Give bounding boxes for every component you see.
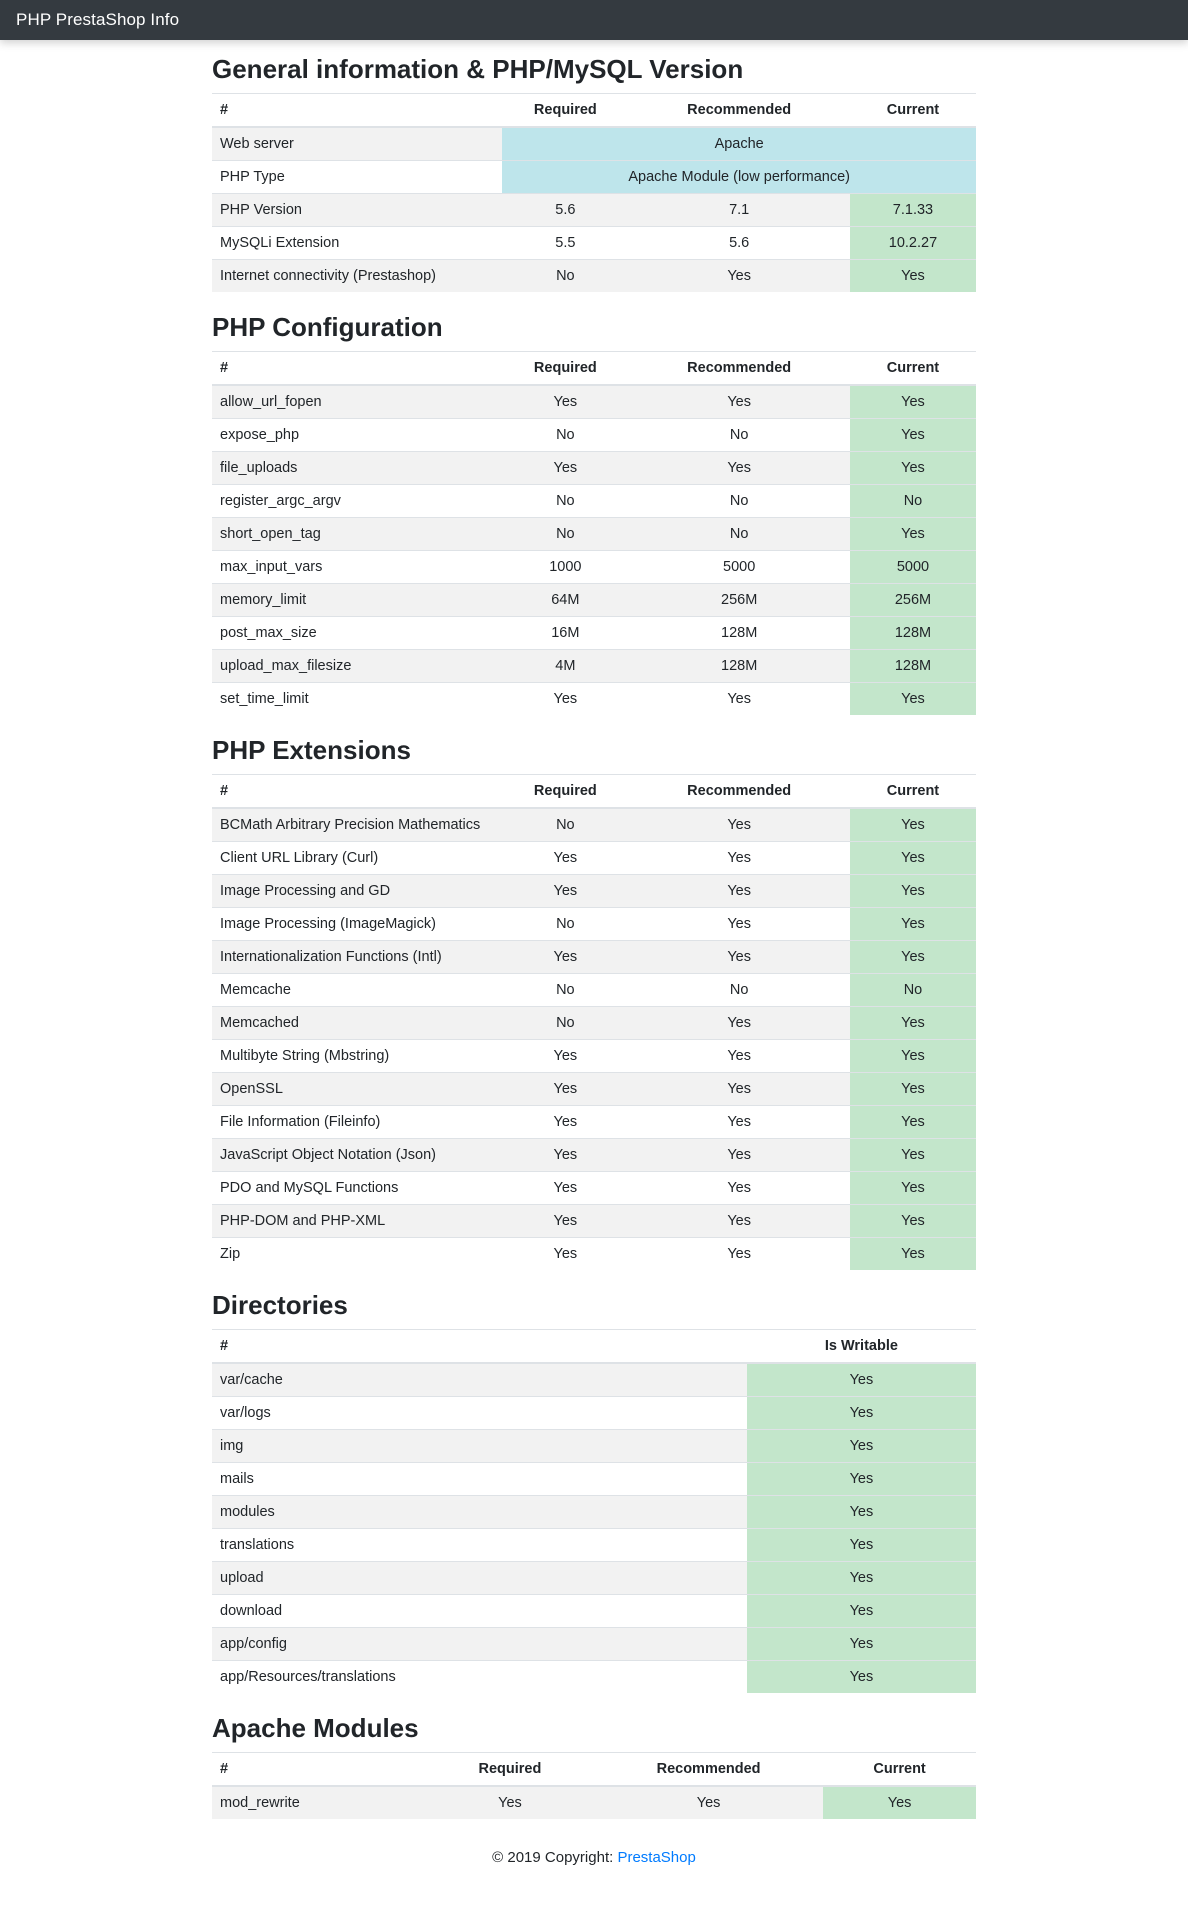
row-label: BCMath Arbitrary Precision Mathematics — [212, 808, 502, 842]
row-label: img — [212, 1430, 747, 1463]
required-cell: No — [502, 908, 628, 941]
required-cell: No — [502, 260, 628, 293]
required-cell: Yes — [502, 1106, 628, 1139]
table-row — [212, 551, 976, 584]
required-cell: Yes — [502, 1205, 628, 1238]
row-label: set_time_limit — [212, 683, 502, 716]
table-row — [212, 974, 976, 1007]
column-header-recommended: Recommended — [628, 352, 850, 386]
merged-value-cell: Apache — [502, 127, 976, 161]
table-row — [212, 1205, 976, 1238]
column-header-: # — [212, 352, 502, 386]
column-header-recommended: Recommended — [594, 1753, 823, 1787]
current-cell: Yes — [850, 683, 976, 716]
row-label: max_input_vars — [212, 551, 502, 584]
recommended-cell: No — [628, 974, 850, 1007]
table-row — [212, 842, 976, 875]
table-row — [212, 584, 976, 617]
copyright-text: © 2019 Copyright: — [492, 1849, 618, 1866]
column-header-is-writable: Is Writable — [747, 1330, 976, 1364]
column-header-: # — [212, 94, 502, 128]
prestashop-link[interactable]: PrestaShop — [617, 1849, 696, 1866]
current-cell: No — [850, 974, 976, 1007]
writable-cell: Yes — [747, 1363, 976, 1397]
table-row — [212, 260, 976, 293]
section-title: General information & PHP/MySQL Version — [212, 54, 744, 84]
row-label: post_max_size — [212, 617, 502, 650]
section-apache-modules — [212, 1713, 976, 1819]
required-cell: Yes — [502, 683, 628, 716]
current-cell: Yes — [850, 260, 976, 293]
row-label: mails — [212, 1463, 747, 1496]
app-title: PHP PrestaShop Info — [16, 10, 180, 29]
table-row — [212, 683, 976, 716]
current-cell: Yes — [850, 1172, 976, 1205]
required-cell: No — [502, 485, 628, 518]
current-cell: 128M — [850, 650, 976, 683]
row-label: OpenSSL — [212, 1073, 502, 1106]
current-cell: Yes — [850, 941, 976, 974]
row-label: Memcache — [212, 974, 502, 1007]
row-label: Client URL Library (Curl) — [212, 842, 502, 875]
table-row — [212, 1238, 976, 1271]
recommended-cell: Yes — [594, 1786, 823, 1819]
apache-modules-table — [212, 1752, 976, 1819]
header-row — [212, 775, 976, 809]
row-label: PDO and MySQL Functions — [212, 1172, 502, 1205]
table-row — [212, 1628, 976, 1661]
table-row — [212, 1529, 976, 1562]
recommended-cell: No — [628, 485, 850, 518]
table-row — [212, 419, 976, 452]
current-cell: Yes — [850, 908, 976, 941]
column-header-current: Current — [850, 94, 976, 128]
recommended-cell: Yes — [628, 842, 850, 875]
table-row — [212, 650, 976, 683]
table-row — [212, 941, 976, 974]
row-label: Image Processing and GD — [212, 875, 502, 908]
table-row — [212, 1397, 976, 1430]
section-php-configuration — [212, 312, 976, 715]
column-header-recommended: Recommended — [628, 94, 850, 128]
current-cell: Yes — [850, 1205, 976, 1238]
required-cell: No — [502, 1007, 628, 1040]
row-label: Internationalization Functions (Intl) — [212, 941, 502, 974]
table-row — [212, 1786, 976, 1819]
recommended-cell: Yes — [628, 875, 850, 908]
table-row — [212, 1430, 976, 1463]
column-header-: # — [212, 1330, 747, 1364]
current-cell: Yes — [850, 419, 976, 452]
required-cell: No — [502, 808, 628, 842]
row-label: Zip — [212, 1238, 502, 1271]
recommended-cell: Yes — [628, 908, 850, 941]
table-row — [212, 1562, 976, 1595]
section-title: Directories — [212, 1290, 348, 1320]
row-label: JavaScript Object Notation (Json) — [212, 1139, 502, 1172]
column-header-: # — [212, 1753, 426, 1787]
current-cell: Yes — [850, 1139, 976, 1172]
section-title: PHP Configuration — [212, 312, 443, 342]
table-row — [212, 161, 976, 194]
header-row — [212, 1753, 976, 1787]
table-row — [212, 1463, 976, 1496]
current-cell: Yes — [850, 842, 976, 875]
column-header-recommended: Recommended — [628, 775, 850, 809]
required-cell: No — [502, 518, 628, 551]
current-cell: Yes — [850, 1040, 976, 1073]
writable-cell: Yes — [747, 1562, 976, 1595]
current-cell: Yes — [850, 452, 976, 485]
recommended-cell: Yes — [628, 1205, 850, 1238]
row-label: app/Resources/translations — [212, 1661, 747, 1694]
current-cell: Yes — [850, 808, 976, 842]
row-label: var/cache — [212, 1363, 747, 1397]
current-cell: 10.2.27 — [850, 227, 976, 260]
column-header-current: Current — [850, 775, 976, 809]
row-label: PHP Version — [212, 194, 502, 227]
current-cell: 128M — [850, 617, 976, 650]
column-header-required: Required — [502, 352, 628, 386]
php-configuration-table — [212, 351, 976, 715]
section-title: PHP Extensions — [212, 735, 411, 765]
header-row — [212, 352, 976, 386]
row-label: PHP Type — [212, 161, 502, 194]
column-header-required: Required — [502, 94, 628, 128]
row-label: file_uploads — [212, 452, 502, 485]
row-label: short_open_tag — [212, 518, 502, 551]
row-label: Memcached — [212, 1007, 502, 1040]
table-row — [212, 1595, 976, 1628]
recommended-cell: 7.1 — [628, 194, 850, 227]
navbar — [0, 0, 1188, 40]
current-cell: Yes — [850, 518, 976, 551]
column-header-required: Required — [502, 775, 628, 809]
table-row — [212, 1073, 976, 1106]
required-cell: 4M — [502, 650, 628, 683]
writable-cell: Yes — [747, 1463, 976, 1496]
column-header-required: Required — [426, 1753, 594, 1787]
row-label: Internet connectivity (Prestashop) — [212, 260, 502, 293]
recommended-cell: Yes — [628, 452, 850, 485]
recommended-cell: Yes — [628, 1106, 850, 1139]
row-label: File Information (Fileinfo) — [212, 1106, 502, 1139]
current-cell: Yes — [850, 385, 976, 419]
recommended-cell: 128M — [628, 650, 850, 683]
table-row — [212, 1106, 976, 1139]
required-cell: Yes — [502, 941, 628, 974]
table-row — [212, 194, 976, 227]
table-row — [212, 1040, 976, 1073]
current-cell: Yes — [850, 875, 976, 908]
recommended-cell: Yes — [628, 1040, 850, 1073]
recommended-cell: Yes — [628, 808, 850, 842]
required-cell: No — [502, 974, 628, 1007]
table-row — [212, 1496, 976, 1529]
row-label: expose_php — [212, 419, 502, 452]
row-label: mod_rewrite — [212, 1786, 426, 1819]
current-cell: Yes — [850, 1007, 976, 1040]
recommended-cell: 5.6 — [628, 227, 850, 260]
table-row — [212, 875, 976, 908]
row-label: Image Processing (ImageMagick) — [212, 908, 502, 941]
php-extensions-table — [212, 774, 976, 1270]
table-row — [212, 452, 976, 485]
required-cell: 64M — [502, 584, 628, 617]
row-label: Multibyte String (Mbstring) — [212, 1040, 502, 1073]
writable-cell: Yes — [747, 1529, 976, 1562]
row-label: modules — [212, 1496, 747, 1529]
header-row — [212, 1330, 976, 1364]
table-row — [212, 1172, 976, 1205]
row-label: Web server — [212, 127, 502, 161]
recommended-cell: No — [628, 518, 850, 551]
row-label: memory_limit — [212, 584, 502, 617]
recommended-cell: 128M — [628, 617, 850, 650]
required-cell: 16M — [502, 617, 628, 650]
table-row — [212, 385, 976, 419]
column-header-current: Current — [823, 1753, 976, 1787]
recommended-cell: Yes — [628, 1238, 850, 1271]
recommended-cell: Yes — [628, 1139, 850, 1172]
required-cell: 5.5 — [502, 227, 628, 260]
table-row — [212, 1661, 976, 1694]
table-row — [212, 127, 976, 161]
table-row — [212, 1139, 976, 1172]
section-general-information-php-mysql-version — [212, 54, 976, 292]
required-cell: Yes — [502, 1139, 628, 1172]
content — [212, 40, 976, 1819]
table-row — [212, 908, 976, 941]
section-title: Apache Modules — [212, 1713, 419, 1743]
required-cell: 1000 — [502, 551, 628, 584]
required-cell: Yes — [502, 1172, 628, 1205]
writable-cell: Yes — [747, 1397, 976, 1430]
directories-table — [212, 1329, 976, 1693]
merged-value-cell: Apache Module (low performance) — [502, 161, 976, 194]
recommended-cell: No — [628, 419, 850, 452]
required-cell: Yes — [502, 385, 628, 419]
column-header-current: Current — [850, 352, 976, 386]
row-label: PHP-DOM and PHP-XML — [212, 1205, 502, 1238]
recommended-cell: Yes — [628, 1007, 850, 1040]
current-cell: Yes — [850, 1106, 976, 1139]
current-cell: 7.1.33 — [850, 194, 976, 227]
table-row — [212, 808, 976, 842]
row-label: var/logs — [212, 1397, 747, 1430]
writable-cell: Yes — [747, 1661, 976, 1694]
recommended-cell: Yes — [628, 1073, 850, 1106]
section-directories — [212, 1290, 976, 1693]
page-footer — [0, 1849, 1188, 1906]
table-row — [212, 227, 976, 260]
current-cell: Yes — [823, 1786, 976, 1819]
required-cell: Yes — [502, 1040, 628, 1073]
required-cell: Yes — [502, 1073, 628, 1106]
required-cell: Yes — [502, 875, 628, 908]
row-label: translations — [212, 1529, 747, 1562]
row-label: register_argc_argv — [212, 485, 502, 518]
writable-cell: Yes — [747, 1430, 976, 1463]
current-cell: No — [850, 485, 976, 518]
header-row — [212, 94, 976, 128]
table-row — [212, 485, 976, 518]
writable-cell: Yes — [747, 1595, 976, 1628]
recommended-cell: 5000 — [628, 551, 850, 584]
required-cell: No — [502, 419, 628, 452]
writable-cell: Yes — [747, 1496, 976, 1529]
table-row — [212, 617, 976, 650]
writable-cell: Yes — [747, 1628, 976, 1661]
recommended-cell: 256M — [628, 584, 850, 617]
section-php-extensions — [212, 735, 976, 1270]
recommended-cell: Yes — [628, 683, 850, 716]
required-cell: 5.6 — [502, 194, 628, 227]
current-cell: 256M — [850, 584, 976, 617]
column-header-: # — [212, 775, 502, 809]
current-cell: 5000 — [850, 551, 976, 584]
row-label: upload — [212, 1562, 747, 1595]
table-row — [212, 1363, 976, 1397]
required-cell: Yes — [502, 842, 628, 875]
recommended-cell: Yes — [628, 941, 850, 974]
table-row — [212, 1007, 976, 1040]
row-label: download — [212, 1595, 747, 1628]
table-row — [212, 518, 976, 551]
recommended-cell: Yes — [628, 260, 850, 293]
required-cell: Yes — [426, 1786, 594, 1819]
general-information-php-mysql-version-table — [212, 93, 976, 292]
recommended-cell: Yes — [628, 385, 850, 419]
required-cell: Yes — [502, 1238, 628, 1271]
required-cell: Yes — [502, 452, 628, 485]
row-label: allow_url_fopen — [212, 385, 502, 419]
row-label: MySQLi Extension — [212, 227, 502, 260]
recommended-cell: Yes — [628, 1172, 850, 1205]
current-cell: Yes — [850, 1238, 976, 1271]
row-label: upload_max_filesize — [212, 650, 502, 683]
row-label: app/config — [212, 1628, 747, 1661]
current-cell: Yes — [850, 1073, 976, 1106]
